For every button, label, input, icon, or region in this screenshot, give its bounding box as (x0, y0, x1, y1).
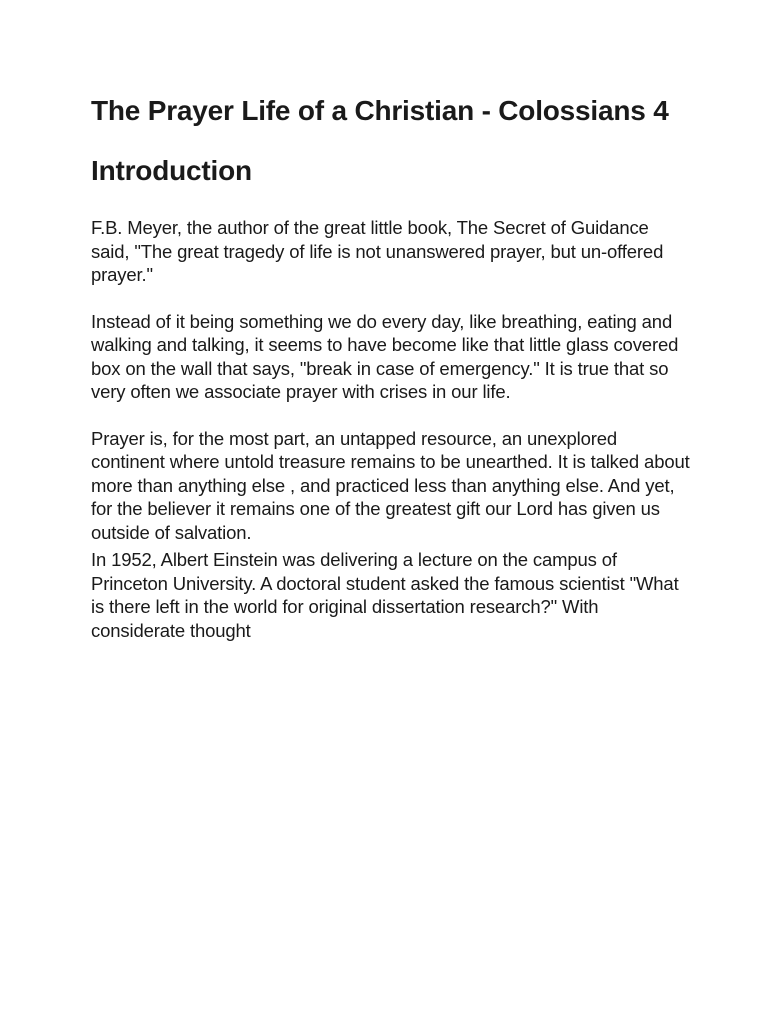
paragraph-1: F.B. Meyer, the author of the great little book, The Secret of Guidance said, "The great tragedy of life is not unanswered prayer, but un-offered prayer." (91, 217, 664, 285)
paragraph-4: In 1952, Albert Einstein was delivering a lecture on the campus of Princeton University. A doctoral student asked the famous scientist "What is there left in the world for original dissertation research?" With considerate thought (91, 549, 679, 641)
paragraph-3: Prayer is, for the most part, an untapped resource, an unexplored continent where untold treasure remains to be unearthed. It is talked about more than anything else , and practiced less than anything else. And yet, for the believer it remains one of the greatest gift our Lord has given us outside of salvation. (91, 427, 690, 543)
paragraph-2: Instead of it being something we do every day, like breathing, eating and walking and talking, it seems to have become like that little glass covered box on the wall that says, "break in case of emergency." It is true that so very often we associate prayer with crises in our life. (91, 310, 679, 402)
document-title: The Prayer Life of a Christian - Colossians 4 (91, 95, 669, 126)
section-heading-introduction: Introduction (91, 155, 252, 186)
document-page (91, 92, 691, 642)
